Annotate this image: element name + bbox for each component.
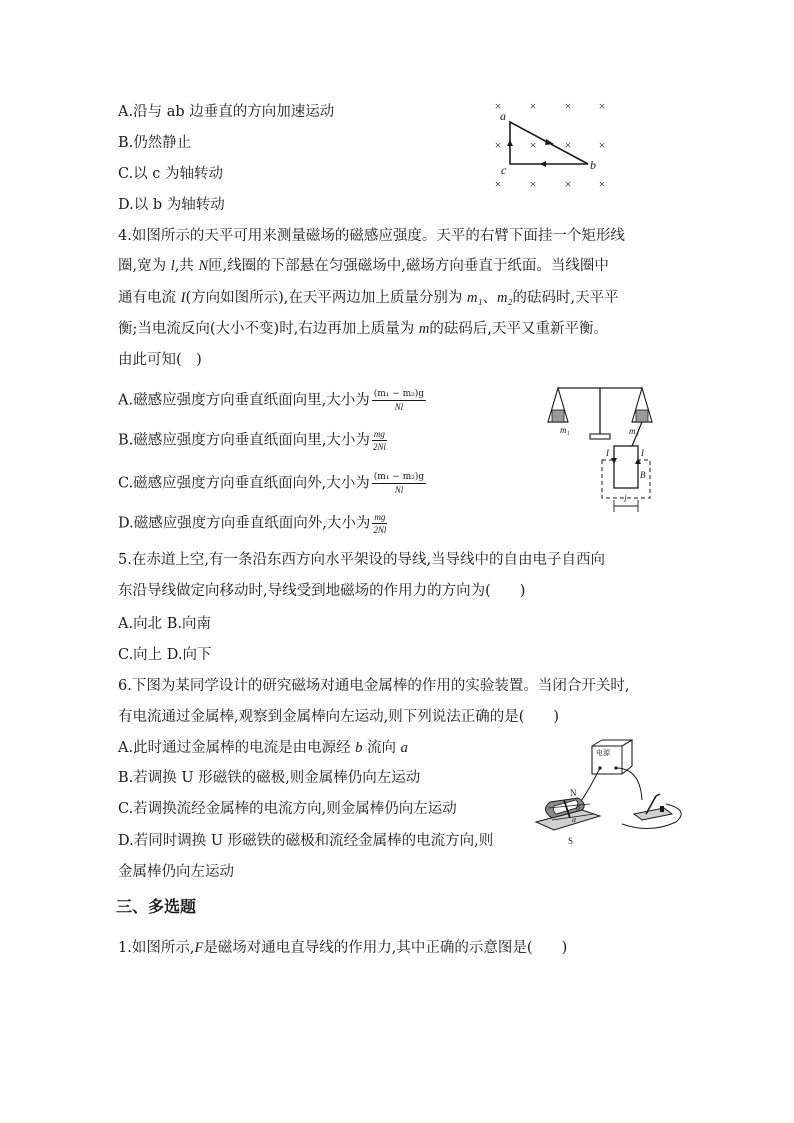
field-cross: ×: [564, 99, 572, 113]
q6-option-a: A.此时通过金属棒的电流是由电源经 b 流向 a: [118, 740, 408, 756]
q3-option-a: A.沿与 ab 边垂直的方向加速运动: [118, 104, 335, 120]
fraction: $\frac{\text{(m₁ − m₂)g}}{Nl}$: [373, 389, 425, 412]
q4-option-c: C.磁感应强度方向垂直纸面向外,大小为 $\frac{\text{(m₁ − m₂)g}}{Nl}$: [118, 472, 425, 495]
field-cross: ×: [494, 99, 502, 113]
q6-option-c: C.若调换流经金属棒的电流方向,则金属棒仍向左运动: [118, 801, 457, 817]
field-cross: ×: [529, 177, 537, 191]
q4-line-3: 通有电流 I(方向如图所示),在天平两边加上质量分别为 m₁、m₂的砝码时,天平平: [118, 290, 619, 306]
rectangular-coil: [614, 446, 638, 488]
field-cross: ×: [494, 177, 502, 191]
field-cross: ×: [598, 99, 606, 113]
u-magnet-apparatus-figure: [530, 738, 690, 850]
q3-option-b: B.仍然静止: [118, 135, 192, 151]
section3-question-1: 1.如图所示,F是磁场对通电直导线的作用力,其中正确的示意图是( ): [118, 940, 568, 956]
q5-line-1: 5.在赤道上空,有一条沿东西方向水平架设的导线,当导线中的自由电子自西向: [118, 552, 606, 568]
label-m1: m₁: [560, 425, 570, 435]
rod-end-a-label: a: [572, 815, 576, 824]
q6-option-d-line-2: 金属棒仍向左运动: [118, 864, 234, 880]
power-supply-box: [592, 740, 632, 774]
label-current-right: I: [641, 448, 644, 458]
power-supply-label: 电源: [596, 749, 610, 757]
q6-line-2: 有电流通过金属棒,观察到金属棒向左运动,则下列说法正确的是( ): [118, 709, 560, 725]
current-arrow-hyp: [545, 139, 554, 145]
q6-line-1: 6.下图为某同学设计的研究磁场对通电金属棒的作用的实验装置。当闭合开关时,: [118, 678, 630, 694]
q5-options-ab: A.向北 B.向南: [118, 616, 211, 632]
field-cross: ×: [529, 138, 537, 152]
field-cross: ×: [598, 177, 606, 191]
q3-option-d: D.以 b 为轴转动: [118, 197, 225, 213]
field-cross: ×: [529, 99, 537, 113]
north-pole-label: N: [570, 788, 577, 798]
label-current-left: I: [606, 448, 609, 458]
weight-m1: [552, 410, 564, 422]
current-arrow-up: [507, 140, 513, 146]
vertex-c-label: c: [501, 163, 507, 177]
field-cross: ×: [494, 138, 502, 152]
triangle-field-figure: [488, 96, 618, 196]
label-width-l: l: [624, 494, 627, 504]
q4-line-5: 由此可知( ): [118, 352, 202, 368]
q3-option-c: C.以 c 为轴转动: [118, 166, 224, 182]
balance-base: [590, 434, 610, 439]
label-field-b: B: [640, 470, 646, 480]
current-arrow-left: [540, 161, 546, 167]
q4-option-b: B.磁感应强度方向垂直纸面向里,大小为 $\frac{mg}{2Nl}$: [118, 429, 386, 452]
fraction: $\frac{mg}{2Nl}$: [373, 512, 387, 535]
q4-option-a: A.磁感应强度方向垂直纸面向里,大小为 $\frac{\text{(m₁ − m₂)g}}{Nl}$: [118, 389, 425, 412]
q4-option-d: D.磁感应强度方向垂直纸面向外,大小为 $\frac{mg}{2Nl}$: [118, 512, 387, 535]
fraction: $\frac{\text{(m₁ − m₂)g}}{Nl}$: [373, 472, 425, 495]
knife-switch-base: [634, 808, 672, 820]
weight-m2: [636, 410, 648, 422]
field-cross: ×: [564, 138, 572, 152]
south-pole-label: S: [568, 836, 574, 846]
section-heading: 三、多选题: [116, 897, 197, 916]
q5-options-cd: C.向上 D.向下: [118, 647, 212, 663]
q4-line-1: 4.如图所示的天平可用来测量磁场的磁感应强度。天平的右臂下面挂一个矩形线: [118, 228, 625, 244]
q6-option-d-line-1: D.若同时调换 U 形磁铁的磁极和流经金属棒的电流方向,则: [118, 833, 494, 849]
rod-end-b-label: b: [576, 803, 580, 812]
field-cross: ×: [598, 138, 606, 152]
label-m2: m₂: [629, 426, 639, 436]
fraction: $\frac{mg}{2Nl}$: [372, 429, 386, 452]
q4-line-2: 圈,宽为 l,共 N匝,线圈的下部悬在匀强磁场中,磁场方向垂直于纸面。当线圈中: [118, 258, 609, 274]
vertex-a-label: a: [500, 109, 506, 123]
field-cross: ×: [564, 177, 572, 191]
q4-line-4: 衡;当电流反向(大小不变)时,右边再加上质量为 m的砝码后,天平又重新平衡。: [118, 321, 609, 337]
q6-option-b: B.若调换 U 形磁铁的磁极,则金属棒仍向左运动: [118, 770, 421, 786]
q5-line-2: 东沿导线做定向移动时,导线受到地磁场的作用力的方向为( ): [118, 583, 526, 599]
vertex-b-label: b: [590, 158, 596, 172]
current-balance-figure: [540, 376, 670, 516]
